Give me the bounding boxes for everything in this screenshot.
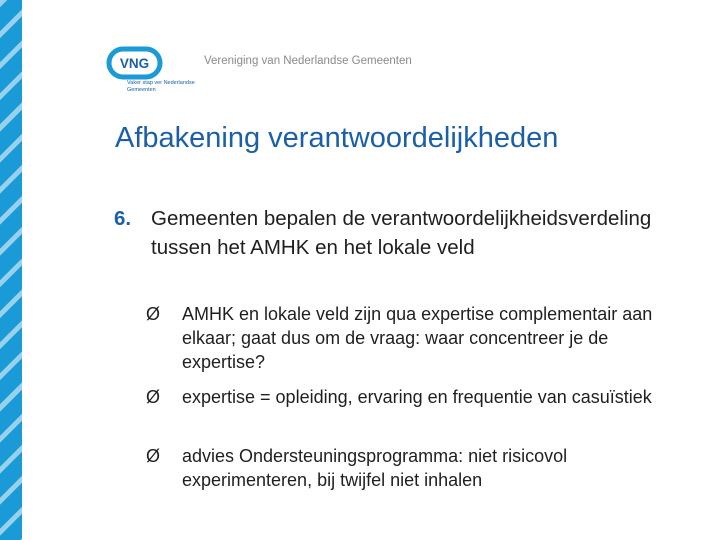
point-text: Gemeenten bepalen de verantwoordelijkheidsverdeling tussen het AMHK en het lokale veld (151, 207, 652, 259)
organization-name: Vereniging van Nederlandse Gemeenten (204, 55, 412, 67)
numbered-point (114, 204, 704, 262)
bullet-item (146, 302, 686, 374)
bullet-text: advies Ondersteuningsprogramma: niet risicovol experimenteren, bij twijfel niet inhalen (182, 446, 568, 490)
bullet-item (146, 444, 686, 492)
slide-title: Afbakening verantwoordelijkheden (115, 122, 559, 154)
logo-tagline: Vaker stap ver Nederlandse Gemeenten (127, 80, 195, 93)
arrowhead-bullet-icon: Ø (146, 387, 161, 407)
point-number: 6. (114, 207, 132, 230)
bullet-item (146, 385, 686, 409)
arrowhead-bullet-icon: Ø (146, 304, 161, 324)
logo-text: VNG (119, 56, 150, 71)
arrowhead-bullet-icon: Ø (146, 446, 161, 466)
bullet-text: AMHK en lokale veld zijn qua expertise complementair aan elkaar; gaat dus om de vraag: waar concentreer je de expertise? (182, 304, 653, 372)
side-stripe-decoration (0, 0, 22, 540)
bullet-text: expertise = opleiding, ervaring en frequentie van casuïstiek (182, 387, 652, 407)
